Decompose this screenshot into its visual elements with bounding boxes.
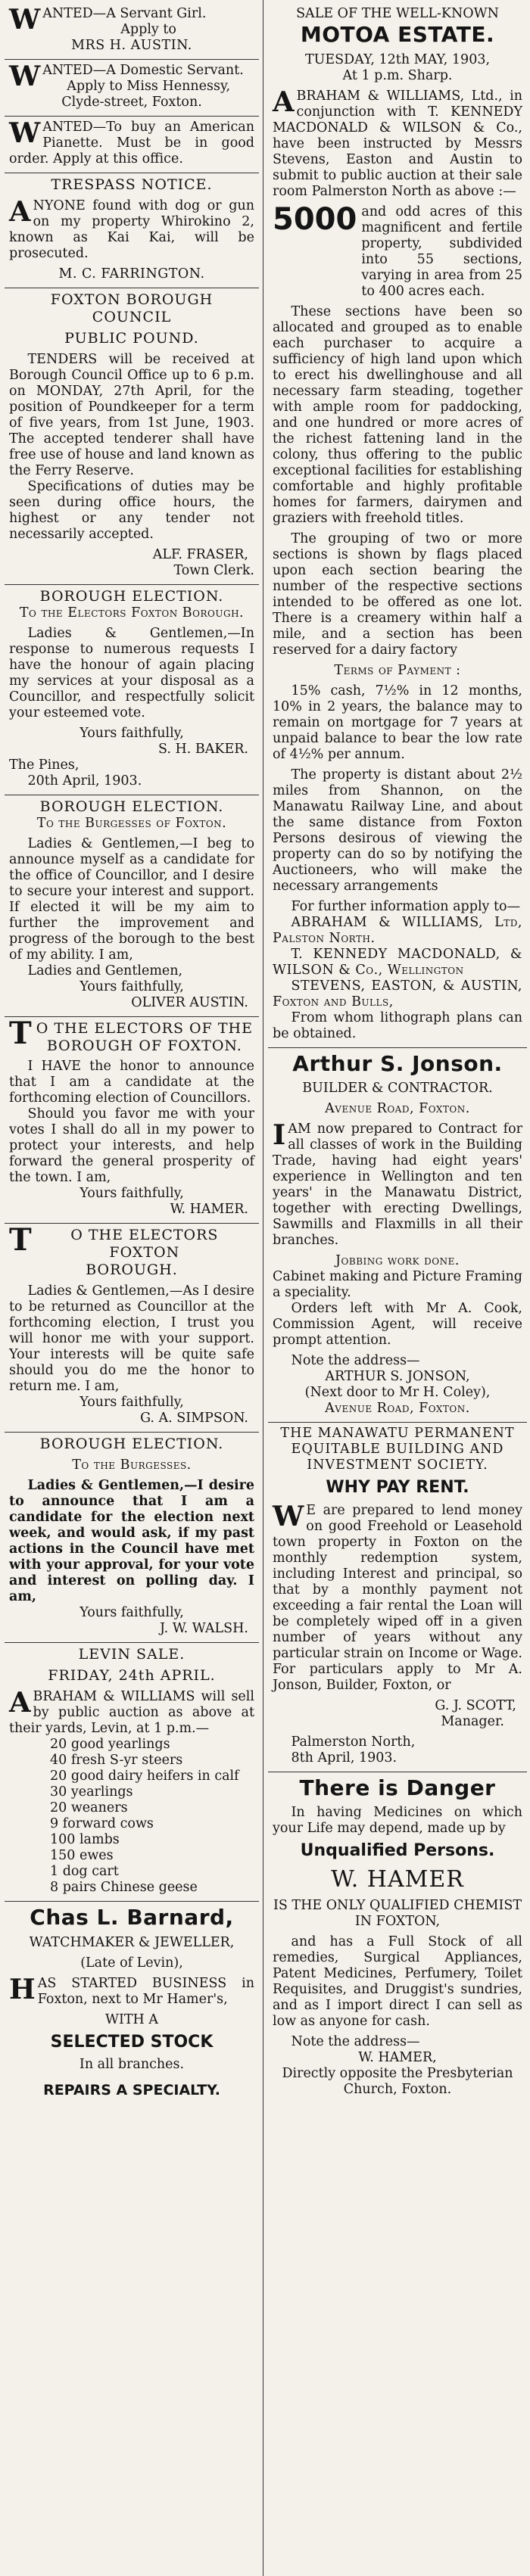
ad-barnard: Chas L. Barnard, WATCHMAKER & JEWELLER, (Late of Levin), HAS STARTED BUSINESS in Foxton, next to Mr Hamer's, WITH A SELECTED STOCK In all branches. REPAIRS A SPECIALTY.: [9, 1905, 254, 2099]
ad-election-hamer: TO THE ELECTORS OF THE BOROUGH OF FOXTON. I HAVE the honor to announce that I am a candidate at the forthcoming election of Councillors. Should you favor me with your votes I shall do all in my power to protect your interests, and help forward the general prosperity of the town. I am, Yours faithfully, W. HAMER.: [5, 1017, 259, 1224]
ad-jonson-builder: Arthur S. Jonson. BUILDER & CONTRACTOR. Avenue Road, Foxton. IAM now prepared to Contract for all classes of work in the Building Trade, having had eight years' experience in Wellington and ten years' in the Manawatu District, together with erecting Dwellings, Sawmills and Flaxmills in all their branches. Jobbing work done. Cabinet making and Picture Framing a speciality. Orders left with Mr A. Cook, Commission Agent, will receive prompt attention. Note the address— ARTHUR S. JONSON, (Next door to Mr H. Coley), Avenue Road, Foxton.: [268, 1048, 527, 1423]
chemist-name: W. HAMER: [331, 1865, 464, 1893]
list-item: 20 good dairy heifers in calf: [50, 1769, 239, 1784]
list-item: 20 weaners: [50, 1800, 128, 1816]
ad-levin-sale: LEVIN SALE. FRIDAY, 24th APRIL. ABRAHAM & WILLIAMS will sell by public auction as above at their yards, Levin, at 1 p.m.— 20 good yearlings 40 fresh S-yr steers 20 good dairy heifers in calf 30 yearlings 20 weaners 9 forward cows 100 lambs 150 ewes 1 dog cart 8 pairs Chinese geese: [5, 1643, 259, 1902]
list-item: 20 good yearlings: [50, 1737, 170, 1753]
list-item: 9 forward cows: [50, 1816, 154, 1832]
ad-wanted-servant: WANTED—A Servant Girl. Apply to MRS H. AUSTIN.: [5, 3, 259, 60]
ad-election-austin: BOROUGH ELECTION. To the Burgesses of Foxton. Ladies & Gentlemen,—I beg to announce myself as a candidate for the office of Councillor, and I desire to secure your interest and support. If elected it will be my aim to further the improvement and progress of the borough to the best of my ability. I am, Ladies and Gentlemen, Yours faithfully, OLIVER AUSTIN.: [5, 795, 259, 1017]
ad-hamer-chemist: There is Danger In having Medicines on which your Life may depend, made up by Unqualified Persons. W. HAMER IS THE ONLY QUALIFIED CHEMIST IN FOXTON, and has a Full Stock of all remedies, Surgical Appliances, Patent Medicines, Perfumery, Toilet Requisites, and Druggist's sundries, and as I import direct I can sell as low as anyone for cash. Note the address— W. HAMER, Directly opposite the Presbyterian Church, Foxton.: [273, 1775, 522, 2097]
acreage-number: 5000: [273, 201, 357, 237]
ad-text: WANTED—A Servant Girl.: [9, 2, 207, 36]
left-column: [5, 0, 259, 2576]
right-column: [268, 0, 527, 2576]
ad-title: TRESPASS NOTICE.: [51, 176, 213, 193]
ad-wanted-domestic: WANTED—A Domestic Servant. Apply to Miss Hennessy, Clyde-street, Foxton.: [5, 60, 259, 117]
ad-election-simpson: TO THE ELECTORS FOXTON BOROUGH. Ladies & Gentlemen,—As I desire to be returned as Councillor at the forthcoming election, I trust you will honor me with your support. Your interests will be quite safe should you do me the honor to return me. I am, Yours faithfully, G. A. SIMPSON.: [5, 1224, 259, 1432]
ad-election-walsh: BOROUGH ELECTION. To the Burgesses. Ladies & Gentlemen,—I desire to announce that I am a candidate for the election next week, and would ask, if my past actions in the Council have met with your approval, for your vote and interest on polling day. I am, Yours faithfully, J. W. WALSH.: [5, 1433, 259, 1643]
acreage-row: 5000 and odd acres of this magnificent and fertile property, subdivided into 55 sections, varying in area from 25 to 400 acres each.: [273, 201, 522, 299]
list-item: 100 lambs: [50, 1832, 120, 1848]
list-item: 30 yearlings: [50, 1784, 133, 1800]
list-item: 8 pairs Chinese geese: [50, 1880, 198, 1896]
ad-election-baker: BOROUGH ELECTION. To the Electors Foxton Borough. Ladies & Gentlemen,—In response to numerous requests I have the honour of again placing my services at your disposal as a Councillor, and respectfully solicit your esteemed vote. Yours faithfully, S. H. BAKER. The Pines, 20th April, 1903.: [5, 585, 259, 795]
ad-motoa-estate: SALE OF THE WELL-KNOWN MOTOA ESTATE. TUESDAY, 12th MAY, 1903, At 1 p.m. Sharp. ABRAHAM & WILLIAMS, Ltd., in conjunction with T. KENNEDY MACDONALD & WILSON & Co., have been instructed by Messrs Stevens, Easton and Austin to submit to public auction at their sale room Palmerston North as above :— 5000 and odd acres of this magnificent and fertile property, subdivided into 55 sections, varying in area from 25 to 400 acres each. These sections have been so allocated and grouped as to enable each purchaser to acquire a sufficiency of high land upon which to erect his dwellinghouse and all necessary farm steading, together with ample room for paddocking, and one hundred or more acres of the richest fattening land in the colony, thus offering to the public exceptional facilities for establishing comfortable and highly profitable homes for farmers, dairymen and graziers with freehold titles. The grouping of two or more sections is shown by flags placed upon each section bearing the number of the respective sections intended to be offered as one lot. There is a creamery within half a mile, and a section has been reserved for a dairy factory Terms of Payment : 15% cash, 7½% in 12 months, 10% in 2 years, the balance may to remain on mortgage for 7 years at unpaid balance to bear the low rate of 4½% per annum. The property is distant about 2½ miles from Shannon, on the Manawatu Railway Line, and about the same distance from Foxton Persons desirous of viewing the property can do so by notifying the Auctioneers, who will make the necessary arrangements For further information apply to— ABRAHAM & WILLIAMS, Ltd, Palston North. T. KENNEDY MACDONALD, & WILSON & Co., Wellington STEVENS, EASTON, & AUSTIN, Foxton and Bulls, From whom lithograph plans can be obtained.: [268, 3, 527, 1048]
ad-council-pound: FOXTON BOROUGH COUNCIL PUBLIC POUND. TENDERS will be received at Borough Council Office up to 6 p.m. on MONDAY, 27th April, for the position of Poundkeeper for a term of five years, from 1st June, 1903. The accepted tenderer shall have free use of house and land known as the Ferry Reserve. Specifications of duties may be seen during office hours, the highest or any tender not necessarily accepted. ALF. FRASER, Town Clerk.: [5, 288, 259, 585]
list-item: 1 dog cart: [50, 1864, 119, 1880]
list-item: 150 ewes: [50, 1848, 114, 1864]
ad-wanted-pianette: WANTED—To buy an American Pianette. Must be in good order. Apply at this office.: [5, 117, 259, 173]
sale-items-list: [9, 1737, 254, 1896]
ad-building-society: THE MANAWATU PERMANENT EQUITABLE BUILDING AND INVESTMENT SOCIETY. WHY PAY RENT. WE are prepared to lend money on good Freehold or Leasehold town property in Foxton on the monthly redemption system, including Interest and principal, so that by a monthly payment not exceeding a fair rental the Loan will be completely wiped off in a given number of years without any particular strain on Income or Wage. For particulars apply to Mr A. Jonson, Builder, Foxton, or G. J. SCOTT, Manager. Palmerston North, 8th April, 1903.: [268, 1423, 527, 1772]
ad-trespass: TRESPASS NOTICE. ANYONE found with dog or gun on my property Whirokino 2, known as Kai Kai, will be prosecuted. M. C. FARRINGTON.: [5, 173, 259, 288]
list-item: 40 fresh S-yr steers: [50, 1753, 183, 1769]
